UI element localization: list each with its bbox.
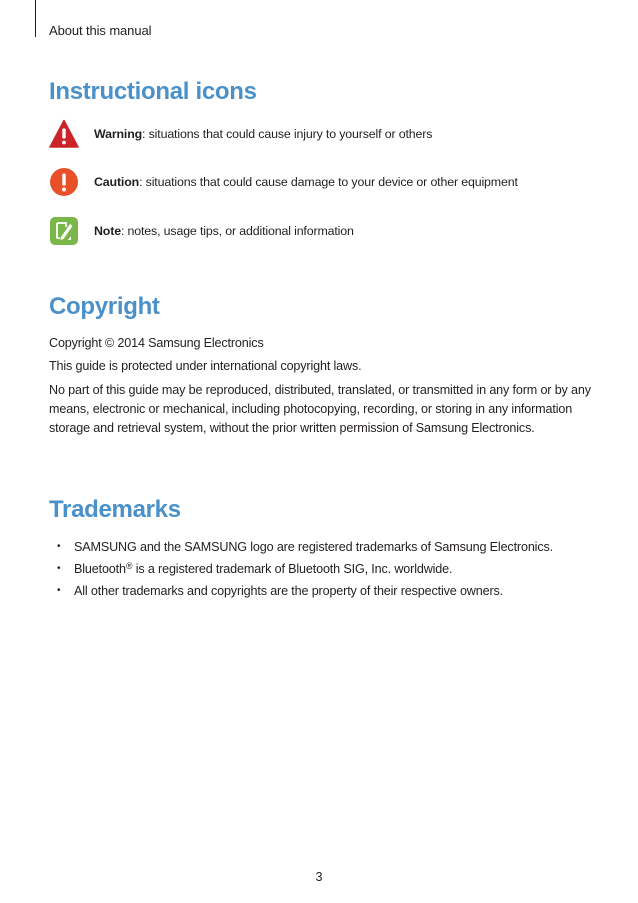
copyright-notice: Copyright © 2014 Samsung Electronics: [49, 336, 264, 350]
note-label: Note: [94, 224, 121, 238]
copyright-heading: Copyright: [49, 293, 160, 320]
note-icon: [49, 216, 79, 246]
warning-icon: [49, 119, 79, 149]
warning-text: [94, 127, 432, 141]
note-row: [49, 216, 609, 248]
note-text: [94, 224, 354, 238]
page-number: 3: [315, 870, 323, 884]
caution-description: : situations that could cause damage to your device or other equipment: [139, 175, 518, 189]
caution-text: [94, 175, 518, 189]
warning-label: Warning: [94, 127, 143, 141]
trademark-others: All other trademarks and copyrights are the property of their respective owners.: [74, 584, 503, 598]
trademark-samsung: SAMSUNG and the SAMSUNG logo are registered trademarks of Samsung Electronics.: [74, 540, 553, 554]
list-item: [49, 539, 609, 561]
list-item: [49, 583, 609, 605]
bluetooth-name: Bluetooth: [74, 562, 126, 576]
caution-icon: [49, 167, 79, 197]
header-rule: [35, 0, 36, 37]
trademark-bluetooth: [74, 561, 452, 577]
trademarks-list: [49, 539, 609, 605]
caution-row: [49, 167, 609, 199]
copyright-restrictions: No part of this guide may be reproduced, distributed, translated, or transmitted in any form or by any means, electronic or mechanical, including photocopying, recording, or storing in any information storage and retrieval system, without the prior written permission of Samsung Electronics.: [49, 383, 591, 435]
warning-row: [49, 119, 609, 151]
instructional-icons-heading: Instructional icons: [49, 78, 257, 105]
bullet: •: [57, 563, 61, 574]
running-header: About this manual: [49, 23, 152, 38]
trademarks-heading: Trademarks: [49, 496, 181, 523]
caution-label: Caution: [94, 175, 140, 189]
copyright-protection: This guide is protected under international copyright laws.: [49, 359, 362, 373]
bullet: •: [57, 585, 61, 596]
note-description: : notes, usage tips, or additional information: [120, 224, 354, 238]
bullet: •: [57, 541, 61, 552]
list-item: [49, 561, 609, 583]
registered-mark: ®: [125, 561, 133, 571]
warning-description: : situations that could cause injury to yourself or others: [142, 127, 433, 141]
bluetooth-description: is a registered trademark of Bluetooth SIG, Inc. worldwide.: [132, 562, 453, 576]
